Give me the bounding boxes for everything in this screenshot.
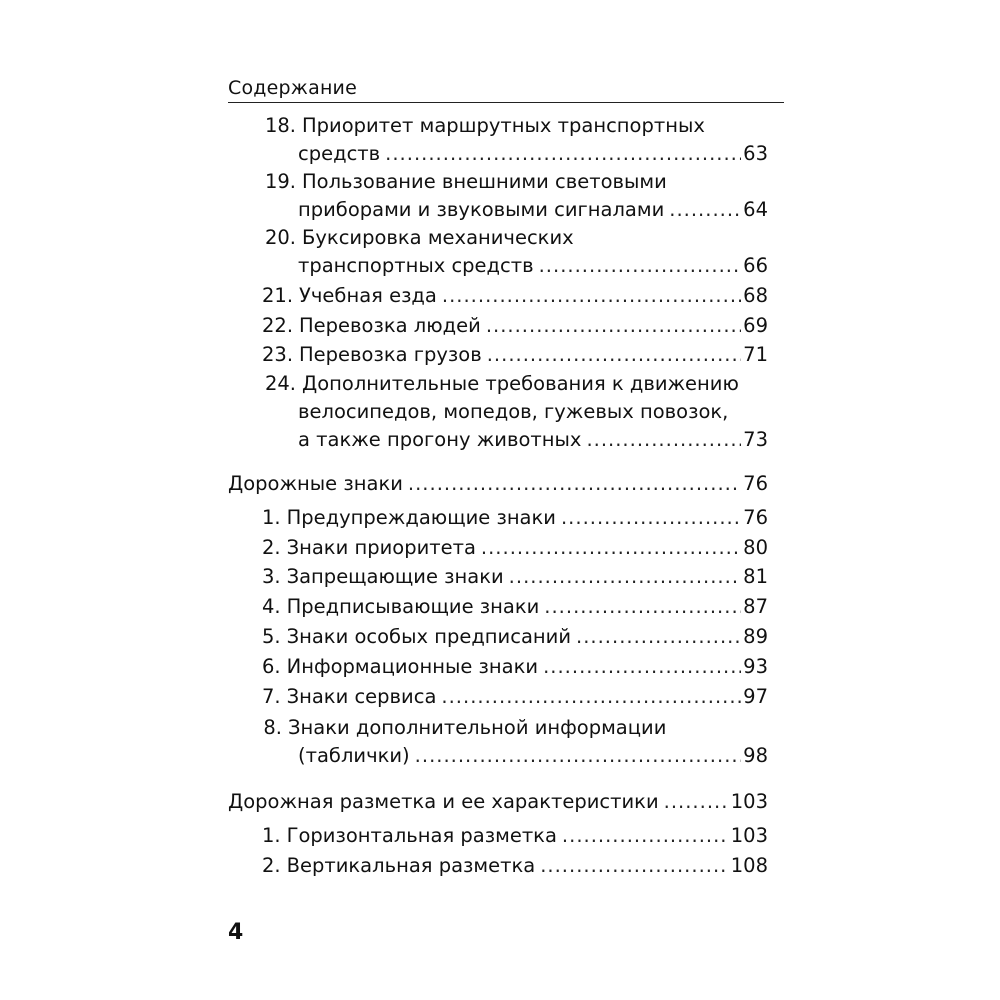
toc-entry-19-line1 — [262, 168, 782, 196]
toc-page-number: 80 — [743, 536, 768, 559]
toc-entry-number: 21. — [262, 284, 294, 307]
leader-dots — [561, 504, 741, 532]
toc-entry-title: Запрещающие знаки — [286, 565, 504, 588]
toc-page-number: 97 — [743, 685, 768, 708]
toc-entry-20-line2 — [298, 252, 768, 280]
leader-dots — [543, 653, 741, 681]
toc-page-number: 103 — [730, 790, 768, 813]
toc-signs-item-2 — [262, 534, 768, 562]
toc-entry-title: Пользование внешними световыми — [302, 170, 667, 193]
toc-page-number: 76 — [743, 472, 768, 495]
toc-page-number: 64 — [743, 198, 768, 221]
leader-dots — [669, 196, 741, 224]
toc-entry-18-line1 — [262, 112, 782, 140]
toc-page-number: 87 — [743, 595, 768, 618]
leader-dots — [540, 852, 729, 880]
leader-dots — [442, 282, 741, 310]
toc-entry-title: Знаки сервиса — [286, 685, 437, 708]
toc-page-number: 81 — [743, 565, 768, 588]
toc-signs-item-7 — [262, 683, 768, 711]
toc-entry-21 — [262, 282, 768, 310]
toc-page-number: 73 — [743, 428, 768, 451]
leader-dots — [481, 534, 741, 562]
toc-entry-number: 18. — [264, 114, 296, 137]
toc-entry-24-line3 — [298, 426, 768, 454]
toc-section-title: Дорожные знаки — [228, 472, 403, 495]
toc-entry-title: Приоритет маршрутных транспортных — [302, 114, 705, 137]
toc-entry-number: 2. — [262, 536, 281, 559]
toc-entry-number: 5. — [262, 625, 281, 648]
toc-page-number: 71 — [743, 343, 768, 366]
toc-entry-title: Вертикальная разметка — [286, 854, 536, 877]
toc-entry-number: 22. — [262, 314, 294, 337]
toc-page-number: 63 — [743, 142, 768, 165]
toc-section-road-signs — [228, 470, 768, 498]
toc-entry-24-line1 — [262, 370, 782, 398]
toc-entry-title-cont: велосипедов, мопедов, гужевых повозок, — [298, 400, 729, 423]
toc-entry-number: 3. — [262, 565, 281, 588]
leader-dots — [586, 426, 741, 454]
leader-dots — [486, 312, 741, 340]
toc-entry-title: Горизонтальная разметка — [286, 824, 557, 847]
toc-signs-item-6 — [262, 653, 768, 681]
toc-entry-title: Перевозка грузов — [299, 343, 482, 366]
leader-dots — [441, 683, 741, 711]
toc-entry-title: Учебная езда — [299, 284, 437, 307]
toc-entry-22 — [262, 312, 768, 340]
toc-page-number: 103 — [730, 824, 768, 847]
toc-entry-title-cont: (таблички) — [298, 744, 410, 767]
toc-entry-18-line2 — [298, 140, 768, 168]
leader-dots — [544, 593, 741, 621]
toc-entry-title-cont: транспортных средств — [298, 254, 534, 277]
toc-page-number: 89 — [743, 625, 768, 648]
toc-entry-title: Предписывающие знаки — [286, 595, 540, 618]
toc-entry-number: 1. — [262, 506, 281, 529]
leader-dots — [664, 788, 729, 816]
toc-entry-title: Буксировка механических — [302, 226, 574, 249]
toc-entry-title: Информационные знаки — [286, 655, 539, 678]
toc-entry-23 — [262, 341, 768, 369]
leader-dots — [539, 252, 742, 280]
leader-dots — [487, 341, 741, 369]
toc-signs-item-8-line2 — [298, 742, 768, 770]
toc-entry-title-cont: приборами и звуковыми сигналами — [298, 198, 665, 221]
toc-entry-number: 24. — [264, 372, 296, 395]
toc-signs-item-5 — [262, 623, 768, 651]
toc-signs-item-8-line1 — [262, 714, 782, 742]
toc-entry-title: Знаки приоритета — [286, 536, 476, 559]
toc-page-number: 66 — [743, 254, 768, 277]
toc-signs-item-3 — [262, 563, 768, 591]
toc-entry-number: 7. — [262, 685, 281, 708]
toc-entry-19-line2 — [298, 196, 768, 224]
toc-entry-title: Знаки особых предписаний — [286, 625, 571, 648]
toc-section-title: Дорожная разметка и ее характеристики — [228, 790, 659, 813]
toc-page-number: 68 — [743, 284, 768, 307]
toc-signs-item-1 — [262, 504, 768, 532]
toc-signs-item-4 — [262, 593, 768, 621]
toc-page-number: 108 — [730, 854, 768, 877]
toc-marking-item-1 — [262, 822, 768, 850]
toc-entry-number: 2. — [262, 854, 281, 877]
toc-page-number: 93 — [743, 655, 768, 678]
page-number: 4 — [228, 920, 244, 945]
toc-entry-number: 4. — [262, 595, 281, 618]
toc-entry-number: 8. — [263, 716, 282, 739]
toc-entry-number: 6. — [262, 655, 281, 678]
toc-page-number: 76 — [743, 506, 768, 529]
toc-entry-title: Перевозка людей — [299, 314, 481, 337]
leader-dots — [562, 822, 729, 850]
running-head-title: Содержание — [228, 77, 357, 99]
toc-section-road-marking — [228, 788, 768, 816]
toc-entry-20-line1 — [262, 224, 782, 252]
toc-marking-item-2 — [262, 852, 768, 880]
toc-entry-title: Дополнительные требования к движению — [302, 372, 739, 395]
toc-entry-number: 1. — [262, 824, 281, 847]
toc-page-number: 69 — [743, 314, 768, 337]
toc-entry-number: 23. — [262, 343, 294, 366]
toc-entry-24-line2 — [298, 398, 768, 426]
toc-page-number: 98 — [743, 744, 768, 767]
toc-entry-number: 19. — [264, 170, 296, 193]
leader-dots — [385, 140, 741, 168]
toc-entry-number: 20. — [264, 226, 296, 249]
toc-entry-title: Знаки дополнительной информации — [288, 716, 667, 739]
leader-dots — [408, 470, 741, 498]
toc-entry-title-cont: а также прогону животных — [298, 428, 582, 451]
leader-dots — [509, 563, 742, 591]
leader-dots — [576, 623, 741, 651]
leader-dots — [415, 742, 742, 770]
toc-entry-title: Предупреждающие знаки — [286, 506, 556, 529]
toc-entry-title-cont: средств — [298, 142, 381, 165]
